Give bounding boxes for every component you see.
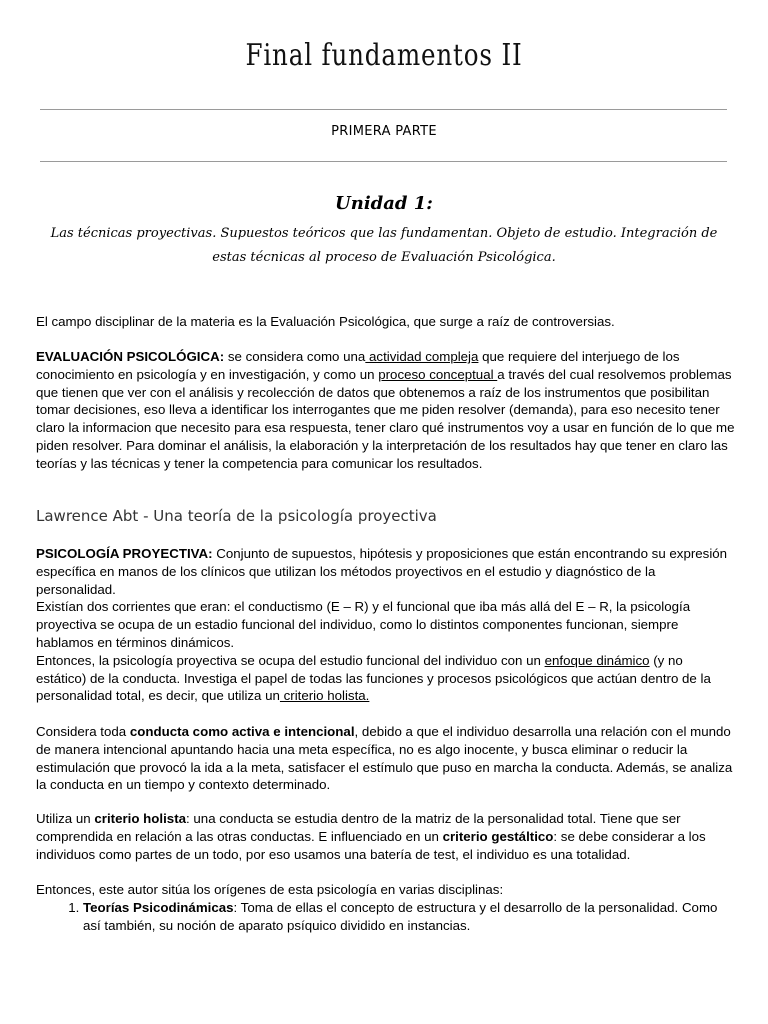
holista-bold-1: criterio holista [94,811,187,826]
proyectiva-text-4: (y no estático) de la conducta. Investiga el papel de todas las funciones y procesos psicológicos que actúan dentro de la personalidad total, es decir, que utiliza un [36,652,711,704]
proyectiva-text-3: Entonces, la psicología proyectiva se ocupa del estudio funcional del individuo con un [36,652,545,668]
proyectiva-underline-2: criterio holista. [279,688,370,704]
divider-bottom [40,161,727,162]
subheading: Lawrence Abt - Una teoría de la psicología proyectiva [36,507,437,525]
origenes-list [36,899,736,935]
unit-subtitle: Las técnicas proyectivas. Supuestos teóricos que las fundamentan. Objeto de estudio. Integración de estas técnicas al proceso de Evaluación Psicológica. [50,226,718,265]
evaluacion-term: EVALUACIÓN PSICOLÓGICA: [36,349,225,364]
evaluacion-text-2: que requiere del interjuego de los conocimiento en psicología y en investigación, y como un [36,349,680,382]
evaluacion-underline-1: actividad compleja [365,349,479,364]
list-item [83,899,736,935]
holista-paragraph [36,810,736,863]
conducta-paragraph [36,723,736,794]
proyectiva-paragraph [36,545,736,705]
document-title: Final fundamentos II [245,38,523,73]
intro-text: El campo disciplinar de la materia es la Evaluación Psicológica, que surge a raíz de controversias. [36,314,615,329]
list-item-term: Teorías Psicodinámicas [83,899,234,915]
conducta-text-1: Considera toda [36,724,130,739]
conducta-text-2: , debido a que el individuo desarrolla una relación con el mundo de manera intencional apuntando hacia una meta específica, no es algo inocente, y busca eliminar o reducir la estimulación que provocó la ida a la meta, satisfacer el estímulo que puso en marcha la conducta. Además, se analiza la conducta en un tiempo y contexto determinado. [36,724,733,793]
unit-title: Unidad 1: [335,193,433,214]
list-item-text: : Toma de ellas el concepto de estructura y el desarrollo de la personalidad. Como así también, su noción de aparato psíquico dividido en instancias. [83,899,718,933]
conducta-bold-1: conducta como activa e intencional [129,724,355,739]
holista-text-3: : se debe considerar a los individuos como partes de un todo, por eso usamos una batería de test, el individuo es una totalidad. [36,828,706,862]
evaluacion-text-1: se considera como una [224,349,366,364]
evaluacion-text-3: a través del cual resolvemos problemas que tienen que ver con el análisis y recolección de datos que obtenemos a raíz de los instrumentos que posibilitan tomar decisiones, eso lleva a identificar los interrogantes que me piden resolver (demanda), para eso necesito tener claro la informacion que necesito para esa respuesta, tener claro qué instrumentos voy a usar en función de lo que me piden resolver. Para dominar el análisis, la elaboración y la interpretación de los resultados hay que tener en claro las teorías y las técnicas y tener la competencia para comunicar los resultados. [36,366,735,471]
section-label: PRIMERA PARTE [331,124,437,139]
proyectiva-text-2: Existían dos corrientes que eran: el conductismo (E – R) y el funcional que iba más allá del E – R, la psicología proyectiva se ocupa de un estadio funcional del individuo, como lo distintos componentes funcionan, siempre hablamos en términos dinámicos. [36,599,691,650]
evaluacion-underline-2: proceso conceptual [378,366,498,382]
divider-top [40,109,727,110]
origenes-paragraph [36,881,736,934]
proyectiva-underline-1: enfoque dinámico [544,652,650,668]
holista-text-1: Utiliza un [36,811,95,826]
evaluacion-paragraph [36,348,736,473]
proyectiva-text-1: Conjunto de supuestos, hipótesis y proposiciones que están encontrando su expresión específica en manos de los clínicos que utilizan los métodos proyectivos en el estudio y diagnóstico de la personalidad. [36,546,728,597]
proyectiva-term: PSICOLOGÍA PROYECTIVA: [36,546,213,561]
origenes-intro: Entonces, este autor sitúa los orígenes de esta psicología en varias disciplinas: [36,882,504,897]
holista-bold-2: criterio gestáltico [442,828,554,844]
holista-text-2: : una conducta se estudia dentro de la matriz de la personalidad total. Tiene que ser comprendida en relación a las otras conductas. E influenciado en un [36,811,681,844]
intro-paragraph [36,313,736,331]
